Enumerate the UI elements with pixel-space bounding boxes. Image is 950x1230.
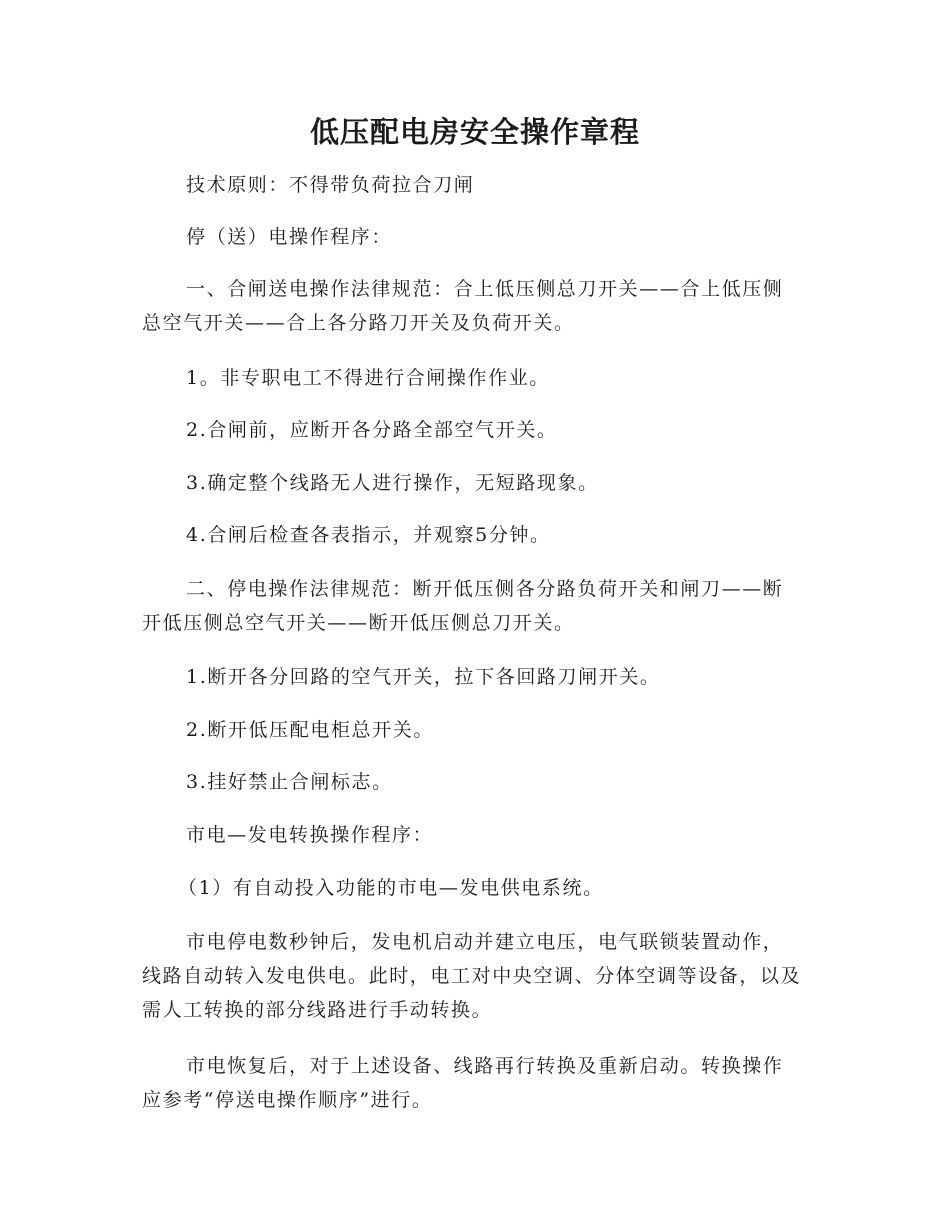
paragraph-closing-step-4: 4.合闸后检查各表指示，并观察5分钟。 (186, 524, 551, 546)
paragraph-mains-restore: 市电恢复后，对于上述设备、线路再行转换及重新启动。转换操作应参考“停送电操作顺序”进行。 (142, 1055, 784, 1111)
paragraph-outage-step-3: 3.挂好禁止合闸标志。 (186, 771, 393, 793)
paragraph-outage-step-2: 2.断开低压配电柜总开关。 (186, 719, 434, 741)
paragraph-technical-principle: 技术原则：不得带负荷拉合刀闸 (186, 174, 475, 196)
paragraph-auto-transfer-system: （1）有自动投入功能的市电—发电供电系统。 (178, 877, 604, 899)
paragraph-outage-rules: 二、停电操作法律规范：断开低压侧各分路负荷开关和闸刀——断开低压侧总空气开关——断开低压侧总刀开关。 (142, 578, 784, 634)
paragraph-closing-rules: 一、合闸送电操作法律规范：合上低压侧总刀开关——合上低压侧总空气开关——合上各分路刀开关及负荷开关。 (142, 278, 784, 334)
document-title: 低压配电房安全操作章程 (309, 115, 640, 149)
paragraph-procedure-heading: 停（送）电操作程序： (186, 226, 393, 248)
paragraph-closing-step-3: 3.确定整个线路无人进行操作，无短路现象。 (186, 472, 599, 494)
paragraph-closing-step-2: 2.合闸前，应断开各分路全部空气开关。 (186, 419, 558, 441)
paragraph-transfer-heading: 市电—发电转换操作程序： (186, 824, 434, 846)
paragraph-closing-step-1: 1。非专职电工不得进行合闸操作作业。 (186, 367, 550, 389)
paragraph-mains-failure: 市电停电数秒钟后，发电机启动并建立电压，电气联锁装置动作，线路自动转入发电供电。此时，电工对中央空调、分体空调等设备，以及需人工转换的部分线路进行手动转换。 (142, 931, 802, 1021)
paragraph-outage-step-1: 1.断开各分回路的空气开关，拉下各回路刀闸开关。 (186, 666, 661, 688)
